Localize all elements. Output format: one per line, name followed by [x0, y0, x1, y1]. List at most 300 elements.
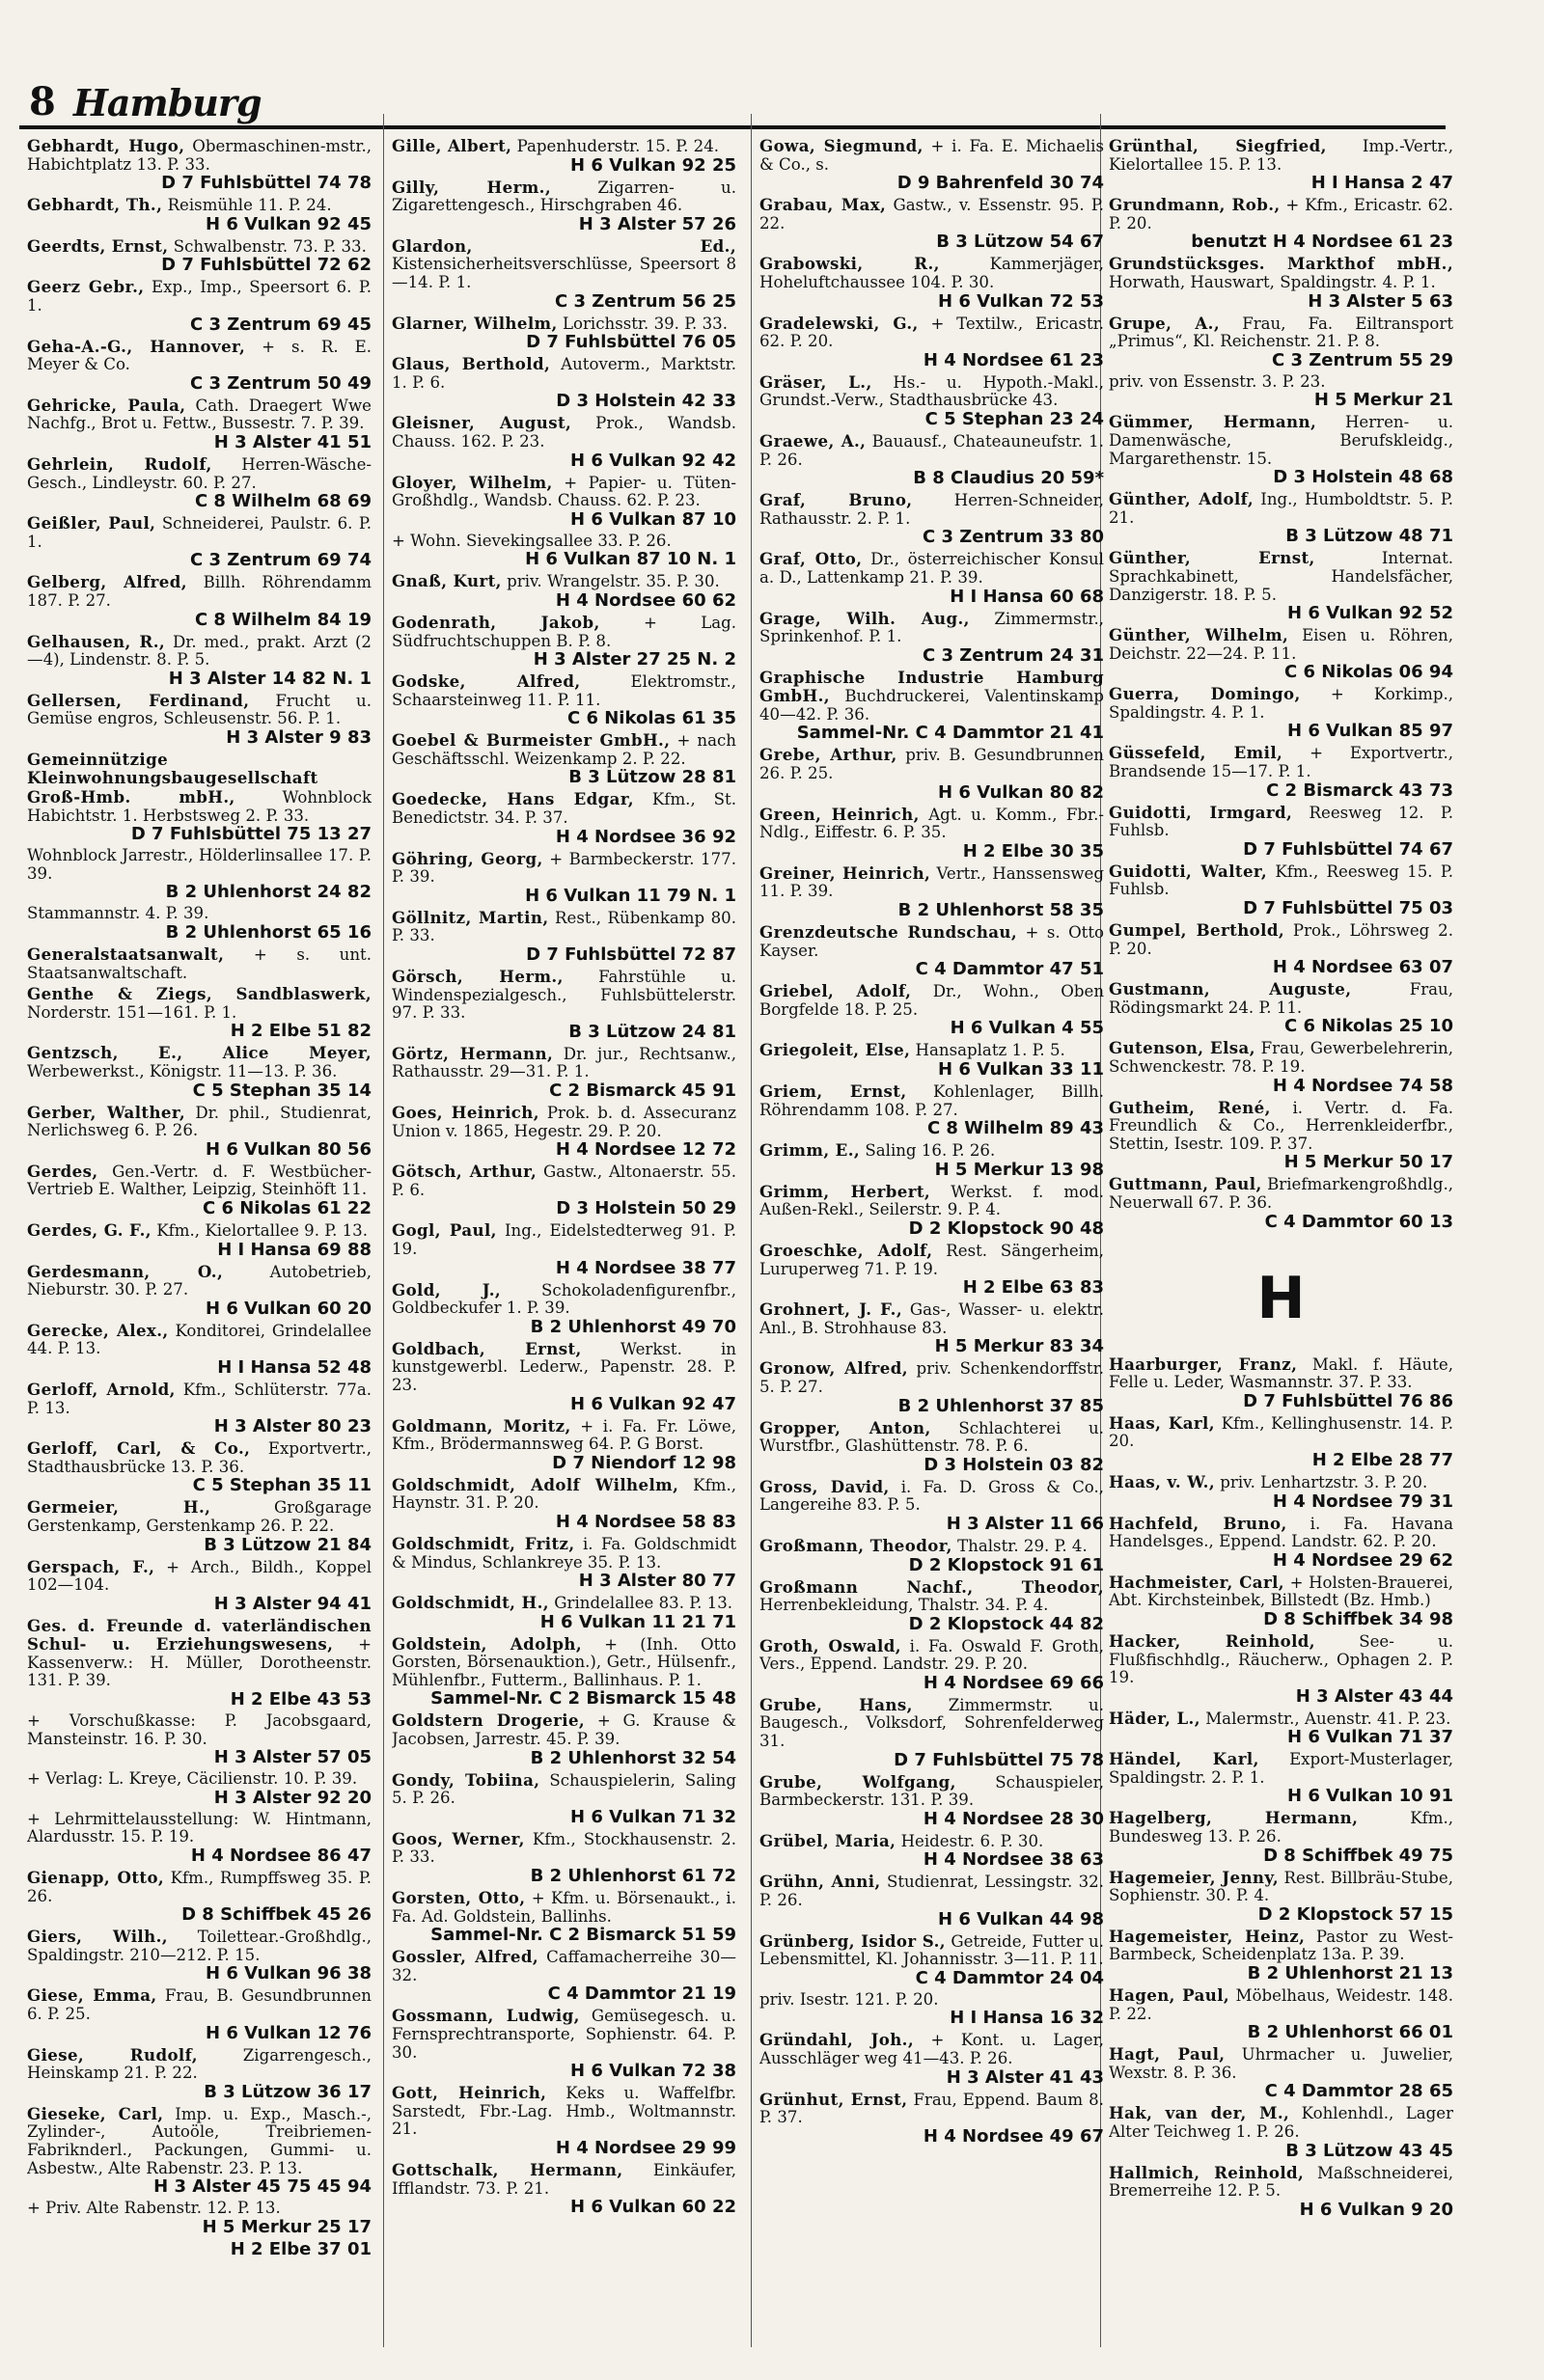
directory-entry	[759, 1041, 1104, 1080]
directory-entry	[392, 315, 736, 353]
directory-entry	[759, 669, 1104, 744]
entry-details: Prok., Wandsb. Chauss. 162. P. 23.	[392, 414, 736, 451]
entry-phone: H 3 Alster 41 43	[946, 2066, 1104, 2088]
entry-name: Haas, Karl,	[1109, 1412, 1215, 1433]
entry-details: Billh. Röhrendamm 187. P. 27.	[27, 573, 372, 610]
entry-phone: C 3 Zentrum 24 31	[922, 644, 1104, 666]
entry-phone: H 2 Elbe 37 01	[230, 2238, 372, 2259]
entry-phone: H 6 Vulkan 92 42	[570, 450, 736, 471]
directory-entry	[1109, 315, 1453, 370]
entry-phone: D 2 Klopstock 57 15	[1257, 1903, 1453, 1925]
entry-phone: H 6 Vulkan 9 20	[1299, 2199, 1453, 2220]
entry-phone: H 6 Vulkan 33 11	[938, 1059, 1104, 1080]
entry-details: Herren-Schneider, Rathausstr. 2. P. 1.	[759, 491, 1104, 528]
entry-name: Godenrath, Jakob,	[392, 612, 600, 632]
entry-details: Kammerjäger, Hoheluftchaussee 104. P. 30.	[759, 255, 1104, 291]
directory-entry	[759, 1932, 1104, 1988]
entry-details: Kfm., Kellinghusenstr. 14. P. 20.	[1109, 1413, 1453, 1451]
directory-entry	[759, 1300, 1104, 1356]
directory-entry	[759, 746, 1104, 802]
entry-details: Pastor zu West-Barmbeck, Scheidenplatz 13a. P. 39.	[1109, 1927, 1453, 1964]
entry-details: Malermstr., Auenstr. 41. P. 23.	[1205, 1709, 1451, 1728]
entry-phone: B 3 Lützow 36 17	[204, 2081, 372, 2102]
entry-phone: H 6 Vulkan 96 38	[206, 1963, 372, 1984]
entry-phone: H 6 Vulkan 92 47	[570, 1393, 736, 1414]
directory-entry	[759, 2091, 1104, 2147]
directory-entry	[759, 1637, 1104, 1693]
entry-details: Keks u. Waffelfbr. Sarstedt, Fbr.-Lag. Hmb., Woltmannstr. 21.	[392, 2084, 736, 2139]
directory-entry	[759, 806, 1104, 862]
entry-phone: B 2 Uhlenhorst 21 13	[1247, 1963, 1453, 1984]
entry-name: Griebel, Adolf,	[759, 981, 912, 1001]
directory-entry	[1109, 1039, 1453, 1095]
directory-entry	[392, 614, 736, 670]
entry-details: Schneiderei, Paulstr. 6. P. 1.	[27, 514, 372, 551]
entry-details: Dr. med., prakt. Arzt (2—4), Lindenstr. 8. P. 5.	[27, 632, 372, 670]
directory-entry	[392, 1476, 736, 1532]
entry-name: Godske, Alfred,	[392, 671, 581, 692]
entry-phone: B 8 Claudius 20 59*	[913, 468, 1104, 489]
entry-details: + Korkimp., Spaldingstr. 4. P. 1.	[1109, 685, 1453, 722]
directory-entry	[392, 2007, 736, 2081]
entry-details: Werkst. in kunstgewerbl. Lederw., Papenstr. 28. P. 23.	[392, 1339, 736, 1394]
entry-name: Großmann, Theodor,	[759, 1535, 952, 1555]
entry-details: Toilettear.-Großhdlg., Spaldingstr. 210—212. P. 15.	[27, 1928, 372, 1964]
entry-details: Kistensicherheitsverschlüsse, Speersort 8—14. P. 1.	[392, 255, 736, 291]
entry-name: Goldmann, Moritz,	[392, 1415, 571, 1436]
entry-name: Giers, Wilh.,	[27, 1927, 168, 1947]
directory-entry	[759, 491, 1104, 547]
entry-details: priv. B. Gesundbrunnen 26. P. 25.	[759, 746, 1104, 783]
entry-details: Schokoladenfigurenfbr., Goldbeckufer 1. P. 39.	[392, 1280, 736, 1318]
column-divider	[383, 114, 384, 2347]
entry-name: Grabowski, R.,	[759, 254, 940, 274]
entry-phone: B 2 Uhlenhorst 32 54	[530, 1747, 736, 1768]
directory-entry	[27, 1498, 372, 1554]
entry-name: Gustmann, Auguste,	[1109, 979, 1352, 999]
directory-entry	[392, 1221, 736, 1277]
entry-name: Günther, Ernst,	[1109, 548, 1315, 568]
directory-entry	[27, 2046, 372, 2102]
directory-entry	[759, 2031, 1104, 2087]
entry-phone: H 3 Alster 57 26	[578, 213, 736, 234]
entry-name: Gossmann, Ludwig,	[392, 2006, 580, 2026]
directory-entry	[1109, 490, 1453, 546]
page-number: 8	[29, 79, 56, 124]
entry-name: Gelhausen, R.,	[27, 631, 166, 651]
entry-details: priv. Wrangelstr. 35. P. 30.	[507, 572, 720, 591]
entry-details: Fahrstühle u. Windenspezialgesch., Fuhlsbüttelerstr. 97. P. 33.	[392, 968, 736, 1023]
entry-name: Gienapp, Otto,	[27, 1868, 165, 1888]
entry-details: Briefmarkengroßhdlg., Neuerwall 67. P. 36.	[1109, 1175, 1453, 1212]
directory-entry	[392, 1594, 736, 1632]
directory-entry	[27, 1558, 372, 1614]
entry-details: + Arch., Bildh., Koppel 102—104.	[27, 1557, 372, 1595]
entry-name: Graf, Bruno,	[759, 490, 913, 510]
entry-details: Schauspieler, Barmbeckerstr. 131. P. 39.	[759, 1772, 1104, 1810]
entry-phone: H 4 Nordsee 61 23	[923, 349, 1104, 370]
directory-entry	[392, 1535, 736, 1591]
directory-entry	[1109, 980, 1453, 1036]
entry-phone: H 4 Nordsee 63 07	[1272, 957, 1453, 978]
directory-entry	[392, 2161, 736, 2217]
directory-entry	[392, 1163, 736, 1218]
directory-entry	[27, 1770, 372, 1808]
entry-phone: D 7 Fuhlsbüttel 74 78	[161, 173, 372, 194]
entry-name: Göhring, Georg,	[392, 848, 543, 868]
directory-entry	[1109, 744, 1453, 800]
entry-name: Götsch, Arthur,	[392, 1162, 538, 1182]
directory-entry	[392, 1417, 736, 1473]
directory-entry	[1109, 804, 1453, 860]
entry-phone: benutzt H 4 Nordsee 61 23	[1191, 232, 1453, 253]
directory-entry	[1109, 1355, 1453, 1411]
entry-details: Gemüsegesch. u. Fernsprechtransporte, Sophienstr. 64. P. 30.	[392, 2007, 736, 2062]
entry-details: Einkäufer, Ifflandstr. 73. P. 21.	[392, 2160, 736, 2198]
entry-phone: H 4 Nordsee 79 31	[1272, 1491, 1453, 1512]
directory-entry	[759, 1419, 1104, 1475]
entry-phone: H 6 Vulkan 72 38	[570, 2061, 736, 2082]
entry-details: Schlachterei u. Wurstfbr., Glashüttenstr. 78. P. 6.	[759, 1418, 1104, 1456]
entry-details: Export-Musterlager, Spaldingstr. 2. P. 1.	[1109, 1750, 1453, 1787]
entry-phone: H 3 Alster 43 44	[1295, 1685, 1453, 1707]
directory-entry	[1109, 413, 1453, 487]
entry-details: + s. unt. Staatsanwaltschaft.	[27, 945, 372, 982]
directory-entry	[27, 1104, 372, 1160]
entry-phone: H 6 Vulkan 60 22	[570, 2197, 736, 2218]
directory-entry	[759, 864, 1104, 920]
entry-details: + s. R. E. Meyer & Co.	[27, 337, 372, 374]
entry-phone: H 6 Vulkan 80 82	[938, 781, 1104, 803]
entry-details: Prok. b. d. Assecuranz Union v. 1865, Hegestr. 29. P. 20.	[392, 1104, 736, 1140]
entry-details: + G. Krause & Jacobsen, Jarrestr. 45. P. 39.	[392, 1711, 736, 1749]
entry-name: Gnaß, Kurt,	[392, 571, 502, 591]
entry-name: Hagen, Paul,	[1109, 1985, 1230, 2006]
directory-entry	[392, 355, 736, 411]
entry-phone: H 3 Alster 27 25 N. 2	[533, 649, 736, 670]
entry-phone: Sammel-Nr. C 4 Dammtor 21 41	[796, 723, 1104, 744]
entry-phone: H 6 Vulkan 4 55	[950, 1018, 1104, 1039]
entry-details: Dr. phil., Studienrat, Nerlichsweg 6. P. 26.	[27, 1103, 372, 1140]
directory-entry	[27, 2200, 372, 2237]
entry-name: Germeier, H.,	[27, 1497, 211, 1518]
entry-details: + Kfm. u. Börsenaukt., i. Fa. Ad. Goldstein, Ballinhs.	[392, 1889, 736, 1926]
entry-details: Buchdruckerei, Valentinskamp 40—42. P. 36.	[759, 687, 1104, 724]
entry-phone: C 4 Dammtor 24 04	[915, 1967, 1104, 1988]
directory-entry	[27, 692, 372, 748]
entry-name: Gott, Heinrich,	[392, 2083, 547, 2103]
directory-entry	[27, 1044, 372, 1100]
entry-phone: H 6 Vulkan 71 37	[1287, 1727, 1453, 1748]
directory-entry	[392, 178, 736, 234]
entry-details: Makl. f. Häute, Felle u. Leder, Wasmannstr. 37. P. 33.	[1109, 1354, 1453, 1392]
entry-name: Grühn, Anni,	[759, 1872, 881, 1892]
entry-phone: H 4 Nordsee 38 77	[555, 1257, 736, 1278]
entry-details: Obermaschinen-mstr., Habichtplatz 13. P. 33.	[27, 137, 372, 174]
directory-entry	[759, 1242, 1104, 1298]
entry-phone: H 5 Merkur 13 98	[934, 1159, 1104, 1180]
directory-entry	[392, 1711, 736, 1767]
entry-name: Guerra, Domingo,	[1109, 684, 1301, 704]
directory-entry	[1109, 1928, 1453, 1983]
directory-entry	[27, 1869, 372, 1925]
entry-phone: D 7 Fuhlsbüttel 72 62	[161, 255, 372, 276]
entry-name: Groeschke, Adolf,	[759, 1240, 933, 1260]
directory-entry	[392, 1948, 736, 2004]
entry-phone: D 2 Klopstock 90 48	[908, 1217, 1104, 1239]
directory-entry	[759, 1478, 1104, 1534]
entry-phone: C 8 Wilhelm 68 69	[194, 491, 372, 512]
entry-details: Papenhuderstr. 15. P. 24.	[516, 137, 720, 155]
directory-entry	[759, 373, 1104, 429]
entry-phone: H 3 Alster 11 66	[946, 1513, 1104, 1534]
entry-name: Gehricke, Paula,	[27, 395, 186, 415]
entry-details: priv. Schenkendorffstr. 5. P. 27.	[759, 1359, 1104, 1396]
entry-name: Gebhardt, Th.,	[27, 195, 163, 215]
entry-phone: H 6 Vulkan 44 98	[938, 1908, 1104, 1929]
entry-name: Haarburger, Franz,	[1109, 1354, 1298, 1374]
entry-details: + Verlag: L. Kreye, Cäcilienstr. 10. P. 39.	[27, 1769, 358, 1789]
entry-phone: C 6 Nikolas 06 94	[1283, 662, 1453, 683]
entry-details: Caffamacherreihe 30—32.	[392, 1948, 736, 1984]
directory-entry	[27, 847, 372, 902]
directory-entry	[27, 1263, 372, 1319]
entry-details: Herren-Wäsche-Gesch., Lindleystr. 60. P. 27.	[27, 454, 372, 492]
entry-details: Kfm., Rumpffsweg 35. P. 26.	[27, 1869, 372, 1905]
entry-phone: H 6 Vulkan 72 53	[938, 290, 1104, 312]
entry-phone: B 3 Lützow 48 71	[1285, 526, 1453, 547]
entry-phone: H 3 Alster 92 20	[213, 1787, 372, 1808]
entry-details: + i. Fa. E. Michaelis & Co., s.	[759, 137, 1104, 174]
directory-entry	[27, 1381, 372, 1436]
directory-entry	[27, 455, 372, 511]
column-1	[27, 137, 372, 2346]
entry-phone: B 3 Lützow 21 84	[204, 1534, 372, 1555]
entry-name: Goldbach, Ernst,	[392, 1338, 582, 1358]
column-3	[759, 137, 1104, 2346]
directory-entry	[392, 1045, 736, 1101]
entry-details: Zigarrengesch., Heinskamp 21. P. 22.	[27, 2045, 372, 2083]
entry-details: + Priv. Alte Rabenstr. 12. P. 13.	[27, 2199, 281, 2218]
entry-details: + Vorschußkasse: P. Jacobsgaard, Mansteinstr. 16. P. 30.	[27, 1711, 372, 1748]
entry-details: Großgarage Gerstenkamp, Gerstenkamp 26. P. 22.	[27, 1498, 372, 1535]
entry-phone: B 2 Uhlenhorst 49 70	[530, 1316, 736, 1337]
entry-details: Hansaplatz 1. P. 5.	[915, 1041, 1065, 1060]
entry-phone: B 2 Uhlenhorst 65 16	[165, 922, 372, 944]
entry-phone: H 4 Nordsee 49 67	[923, 2125, 1104, 2147]
entry-phone: B 3 Lützow 24 81	[568, 1021, 736, 1042]
directory-entry	[1109, 1750, 1453, 1806]
entry-name: Grundstücksges. Markthof mbH.,	[1109, 254, 1453, 274]
entry-name: Gentzsch, E., Alice Meyer,	[27, 1043, 372, 1063]
entry-name: Grohnert, J. F.,	[759, 1299, 903, 1320]
directory-entry	[392, 790, 736, 846]
entry-details: + nach Geschäftsschl. Weizenkamp 2. P. 22.	[392, 731, 736, 768]
entry-details: Kfm., Schlüterstr. 77a. P. 13.	[27, 1380, 372, 1417]
entry-name: Gräser, L.,	[759, 371, 872, 392]
entry-phone: H 6 Vulkan 92 52	[1287, 603, 1453, 624]
entry-phone: B 2 Uhlenhorst 66 01	[1247, 2022, 1453, 2043]
entry-phone: H 3 Alster 80 23	[213, 1416, 372, 1437]
entry-phone: H 6 Vulkan 71 32	[570, 1806, 736, 1827]
entry-phone: H 6 Vulkan 80 56	[206, 1138, 372, 1160]
entry-details: + Barmbeckerstr. 177. P. 39.	[392, 849, 736, 887]
entry-phone: Sammel-Nr. C 2 Bismarck 51 59	[430, 1925, 736, 1946]
entry-details: Herrenbekleidung, Thalstr. 34. P. 4.	[759, 1596, 1049, 1615]
entry-details: Gastw., v. Essenstr. 95. P. 22.	[759, 196, 1104, 233]
entry-phone: C 3 Zentrum 69 45	[189, 314, 372, 335]
directory-entry	[1109, 1869, 1453, 1925]
entry-details: Gastw., Altonaerstr. 55. P. 6.	[392, 1163, 736, 1199]
entry-details: Prok., Löhrsweg 2. P. 20.	[1109, 921, 1453, 958]
entry-name: Goebel & Burmeister GmbH.,	[392, 730, 671, 751]
entry-name: Gumpel, Berthold,	[1109, 920, 1285, 941]
entry-name: Gehrlein, Rudolf,	[27, 453, 212, 474]
directory-entry	[27, 1986, 372, 2042]
entry-phone: C 4 Dammtor 21 19	[547, 1983, 736, 2005]
entry-details: Frau, Gewerbelehrerin, Schwenckestr. 78. P. 19.	[1109, 1039, 1453, 1076]
directory-entry	[392, 1635, 736, 1710]
entry-phone: H I Hansa 2 47	[1310, 173, 1453, 194]
entry-details: Kfm., Stockhausenstr. 2. P. 33.	[392, 1829, 736, 1867]
entry-name: Gebhardt, Hugo,	[27, 137, 185, 155]
entry-details: + Textilw., Ericastr. 62. P. 20.	[759, 314, 1104, 351]
entry-phone: H 6 Vulkan 87 10 N. 1	[525, 549, 736, 570]
entry-name: Gutenson, Elsa,	[1109, 1038, 1255, 1058]
entry-phone: C 3 Zentrum 56 25	[554, 290, 736, 312]
entry-name: Gossler, Alfred,	[392, 1947, 539, 1967]
entry-phone: D 8 Schiffbek 45 26	[181, 1904, 372, 1926]
directory-entry	[392, 672, 736, 728]
entry-name: Gropper, Anton,	[759, 1417, 931, 1437]
entry-name: Giese, Emma,	[27, 1985, 157, 2006]
entry-name: Händel, Karl,	[1109, 1749, 1259, 1769]
directory-entry	[27, 2240, 372, 2259]
entry-details: Kfm., Bundesweg 13. P. 26.	[1109, 1809, 1453, 1847]
entry-phone: H 3 Alster 57 05	[213, 1747, 372, 1768]
directory-entry	[392, 533, 736, 570]
entry-name: Gieseke, Carl,	[27, 2103, 164, 2123]
entry-phone: C 3 Zentrum 33 80	[922, 527, 1104, 548]
entry-details: Zigarren- u. Zigarettengesch., Hirschgraben 46.	[392, 178, 736, 215]
entry-phone: B 3 Lützow 43 45	[1285, 2140, 1453, 2161]
entry-name: Grebe, Arthur,	[759, 745, 897, 765]
entry-phone: D 3 Holstein 03 82	[924, 1454, 1104, 1475]
entry-name: Gross, David,	[759, 1476, 890, 1496]
entry-name: Güssefeld, Emil,	[1109, 743, 1283, 763]
directory-entry	[27, 1163, 372, 1218]
entry-phone: C 2 Bismarck 45 91	[549, 1081, 736, 1101]
entry-phone: H 3 Alster 5 63	[1308, 290, 1453, 312]
entry-name: Gronow, Alfred,	[759, 1358, 908, 1379]
directory-entry	[1109, 1099, 1453, 1173]
entry-name: Häder, L.,	[1109, 1708, 1200, 1728]
entry-phone: C 4 Dammtor 47 51	[915, 959, 1104, 980]
entry-name: Gerdesmann, O.,	[27, 1261, 224, 1281]
directory-entry	[1109, 685, 1453, 741]
entry-name: Geerdts, Ernst,	[27, 235, 169, 256]
directory-entry	[759, 1873, 1104, 1929]
directory-entry	[27, 633, 372, 689]
entry-details: + i. Fa. Fr. Löwe, Kfm., Brödermannsweg 64. P. G Borst.	[392, 1416, 736, 1454]
entry-details: + Wohn. Sievekingsallee 33. P. 26.	[392, 531, 672, 550]
entry-phone: H 4 Nordsee 36 92	[555, 826, 736, 847]
directory-entry	[392, 474, 736, 530]
directory-entry	[1109, 196, 1453, 252]
entry-phone: C 5 Stephan 23 24	[924, 408, 1104, 429]
entry-name: Günther, Adolf,	[1109, 489, 1254, 509]
directory-entry	[1109, 1573, 1453, 1629]
entry-phone: D 7 Fuhlsbüttel 74 67	[1243, 838, 1453, 860]
entry-phone: D 9 Bahrenfeld 30 74	[896, 173, 1104, 194]
entry-details: Kfm., St. Benedictstr. 34. P. 37.	[392, 790, 736, 828]
entry-phone: H 6 Vulkan 92 45	[206, 213, 372, 234]
entry-name: Gerloff, Carl, & Co.,	[27, 1438, 251, 1459]
entry-details: Horwath, Hauswart, Spaldingstr. 4. P. 1.	[1109, 272, 1436, 291]
entry-phone: H 5 Merkur 83 34	[934, 1336, 1104, 1357]
entry-details: Bauausf., Chateauneufstr. 1. P. 26.	[759, 431, 1104, 469]
entry-details: Exportvertr., Stadthausbrücke 13. P. 36.	[27, 1439, 372, 1476]
entry-details: + Lehrmittelausstellung: W. Hintmann, Alardusstr. 15. P. 19.	[27, 1809, 372, 1847]
entry-name: Gerdes, G. F.,	[27, 1219, 152, 1240]
entry-details: Norderstr. 151—161. P. 1.	[27, 1002, 237, 1022]
entry-details: Reesweg 12. P. Fuhlsb.	[1109, 803, 1453, 840]
entry-details: Stammannstr. 4. P. 39.	[27, 904, 209, 923]
entry-name: Guidotti, Irmgard,	[1109, 802, 1293, 822]
entry-phone: H 6 Vulkan 87 10	[570, 508, 736, 530]
entry-phone: H 6 Vulkan 11 21 71	[539, 1611, 736, 1632]
entry-details: + Exportvertr., Brandsende 15—17. P. 1.	[1109, 744, 1453, 781]
directory-entry	[759, 1359, 1104, 1415]
entry-details: Imp. u. Exp., Masch.-, Zylinder-, Autoöle, Treibriemen-Fabriknderl., Packungen, Gummi- u. Asbestw., Alte Rabenstr. 23. P. 13.	[27, 2104, 372, 2177]
entry-phone: C 6 Nikolas 61 35	[566, 708, 736, 729]
entry-details: + (Inh. Otto Gorsten, Börsenauktion.), Getr., Hülsenfr., Mühlenfbr., Futterm., Ballinhaus. P. 1.	[392, 1634, 736, 1689]
entry-details: Dr., Wohn., Oben Borgfelde 18. P. 25.	[759, 982, 1104, 1019]
entry-name: Genthe & Ziegs, Sandblaswerk,	[27, 984, 372, 1004]
entry-details: Exp., Imp., Speersort 6. P. 1.	[27, 278, 372, 315]
directory-entry	[759, 1832, 1104, 1871]
directory-entry	[1109, 255, 1453, 311]
directory-entry	[759, 432, 1104, 488]
entry-details: Frau, Eppend. Baum 8. P. 37.	[759, 2090, 1104, 2127]
entry-name: Geerz Gebr.,	[27, 277, 145, 297]
entry-details: Kohlenhdl., Lager Alter Teichweg 1. P. 26.	[1109, 2104, 1453, 2141]
entry-phone: B 2 Uhlenhorst 24 82	[165, 882, 372, 903]
entry-details: i. Vertr. d. Fa. Freundlich & Co., Herrenkleiderfbr., Stettin, Isestr. 109. P. 37.	[1109, 1098, 1453, 1153]
entry-details: See- u. Flußfischhdlg., Räucherw., Ophagen 2. P. 19.	[1109, 1631, 1453, 1687]
entry-name: Hallmich, Reinhold,	[1109, 2162, 1305, 2182]
entry-details: Kfm., Kielortallee 9. P. 13.	[156, 1220, 369, 1240]
directory-entry	[27, 905, 372, 943]
entry-phone: B 3 Lützow 54 67	[936, 232, 1104, 253]
directory-entry	[27, 1617, 372, 1710]
entry-details: Uhrmacher u. Juwelier, Wexstr. 8. P. 36.	[1109, 2045, 1453, 2082]
entry-name: Gerdes,	[27, 1161, 98, 1181]
entry-phone: H 3 Alster 80 77	[578, 1571, 736, 1592]
entry-phone: B 2 Uhlenhorst 61 72	[530, 1866, 736, 1887]
entry-phone: D 3 Holstein 50 29	[556, 1198, 736, 1219]
entry-phone: B 3 Lützow 28 81	[568, 767, 736, 788]
entry-details: Getreide, Futter u. Lebensmittel, Kl. Johannisstr. 3—11. P. 11.	[759, 1931, 1104, 1969]
entry-name: Goldstein, Adolph,	[392, 1633, 583, 1654]
entry-details: Gen.-Vertr. d. F. Westbücher-Vertrieb E. Walther, Leipzig, Steinhöft 11.	[27, 1162, 372, 1199]
entry-name: Groth, Oswald,	[759, 1635, 901, 1655]
entry-details: Rest., Rübenkamp 80. P. 33.	[392, 908, 736, 945]
entry-details: + Kfm., Ericastr. 62. P. 20.	[1109, 196, 1453, 233]
entry-name: Grünthal, Siegfried,	[1109, 137, 1327, 155]
directory-entry	[1109, 2104, 1453, 2160]
entry-name: Grimm, Herbert,	[759, 1181, 931, 1201]
